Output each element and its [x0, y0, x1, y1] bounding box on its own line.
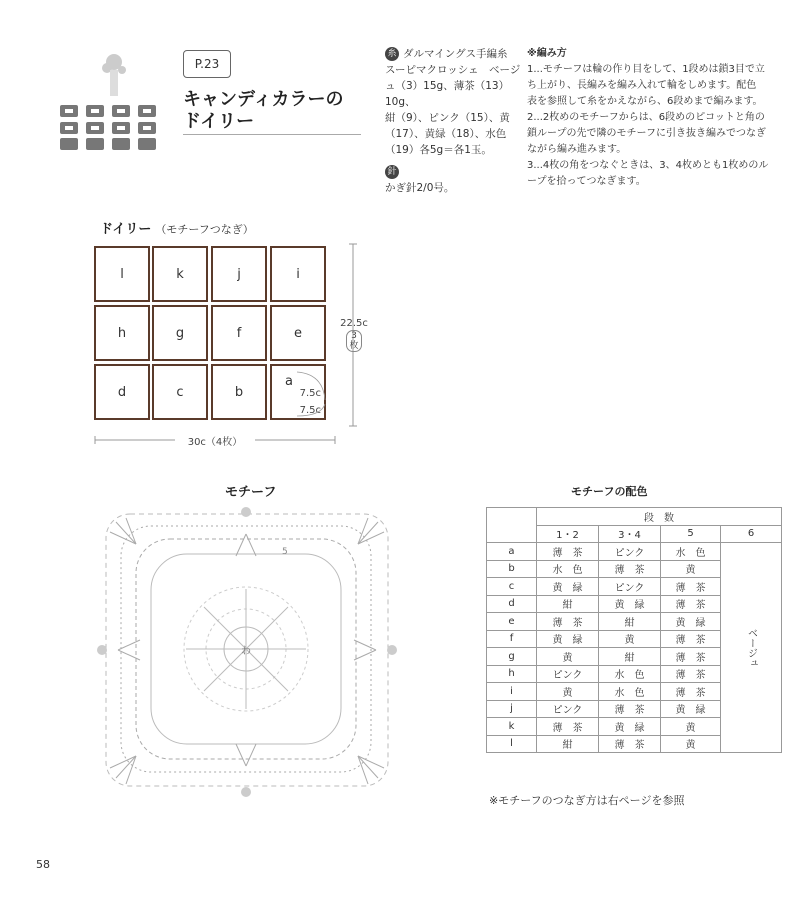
color-cell: 黄 [537, 683, 599, 701]
table-row [487, 543, 782, 561]
needle-text: かぎ針2/0号。 [385, 182, 455, 194]
color-cell: 黄 [661, 560, 721, 578]
motif-cell: e [270, 305, 326, 361]
color-cell: 水 色 [537, 560, 599, 578]
instruction-line: 1...モチーフは輪の作り目をして、1段めは鎖3目で立 [527, 64, 765, 75]
final-round-color: ベージュ [745, 627, 757, 668]
motif-id: g [487, 648, 537, 666]
pattern-title-line1: キャンディカラーの [183, 89, 344, 110]
color-cell: 薄 茶 [537, 613, 599, 631]
motif-id: f [487, 630, 537, 648]
instructions-block [527, 46, 777, 190]
color-cell: 黄 [661, 735, 721, 753]
color-cell: 黄 緑 [537, 630, 599, 648]
color-cell: 黄 緑 [599, 718, 661, 736]
color-cell: 薄 茶 [599, 735, 661, 753]
motif-cell: b [211, 364, 267, 420]
color-cell: 水 色 [599, 683, 661, 701]
color-cell: 紺 [537, 595, 599, 613]
motif-cell: d [94, 364, 150, 420]
color-cell: ピンク [537, 700, 599, 718]
motif-cell: j [211, 246, 267, 302]
doily-subheading: （モチーフつなぎ） [155, 223, 254, 236]
instruction-line: 表を参照して糸をかえながら、6段めまで編みます。 [527, 96, 763, 107]
height-unit: 枚 [349, 341, 359, 351]
instruction-line: 2...2枚めのモチーフからは、6段めのピコットと角の [527, 112, 765, 123]
motif-id: b [487, 560, 537, 578]
instructions-heading: ※編み方 [527, 48, 567, 59]
motif-cell-label: a [285, 374, 293, 389]
color-scheme-table [486, 507, 782, 753]
color-cell: 薄 茶 [599, 560, 661, 578]
needle-tag: 針 [385, 165, 399, 179]
color-cell: 紺 [537, 735, 599, 753]
joining-note: ※モチーフのつなぎ方は右ページを参照 [489, 794, 685, 807]
motif-cell: l [94, 246, 150, 302]
color-cell: 薄 茶 [661, 595, 721, 613]
center-ring-label: わ [241, 646, 251, 657]
yarn-line: （17）、黄緑（18）、水色 [385, 128, 507, 140]
yarn-line: スーピマクロッシェ ベージ [385, 64, 521, 76]
color-cell: 薄 茶 [537, 718, 599, 736]
column-header: 3・4 [599, 525, 661, 543]
height-count: 3 [351, 331, 357, 341]
instruction-line: 3...4枚の角をつなぐときは、3、4枚めとも1枚めのル [527, 160, 769, 171]
color-cell: 黄 緑 [599, 595, 661, 613]
color-cell: 薄 茶 [537, 543, 599, 561]
width-dimension-label: 30c（4枚） [175, 433, 255, 448]
crochet-motif-chart [96, 504, 406, 804]
motif-cell: f [211, 305, 267, 361]
color-cell: 薄 茶 [661, 648, 721, 666]
yarn-line: ダルマイングス手編糸 [403, 48, 508, 60]
materials-block [385, 46, 525, 196]
column-header: 1・2 [537, 525, 599, 543]
yarn-line: ュ（3）15g、薄茶（13）10g、 [385, 80, 510, 108]
motif-id: d [487, 595, 537, 613]
motif-cell: k [152, 246, 208, 302]
motif-cell: i [270, 246, 326, 302]
motif-heading: モチーフ [225, 485, 277, 500]
color-cell: 黄 緑 [661, 613, 721, 631]
motif-id: l [487, 735, 537, 753]
color-cell: ピンク [599, 578, 661, 596]
color-cell: 黄 緑 [537, 578, 599, 596]
motif-id: i [487, 683, 537, 701]
color-cell: 水 色 [661, 543, 721, 561]
color-cell: 水 色 [599, 665, 661, 683]
instruction-line: ながら編み進みます。 [527, 144, 627, 155]
motif-cell: h [94, 305, 150, 361]
yarn-tag: 糸 [385, 47, 399, 61]
color-cell: 薄 茶 [661, 578, 721, 596]
motif-id: a [487, 543, 537, 561]
color-cell: 薄 茶 [661, 665, 721, 683]
color-cell: ピンク [537, 665, 599, 683]
height-label: 22.5c [340, 318, 368, 329]
dimension-lines [85, 240, 375, 450]
color-cell: 黄 [599, 630, 661, 648]
column-header: 6 [721, 525, 782, 543]
round-label: 5 [282, 547, 288, 557]
instruction-line: ープを拾ってつなぎます。 [527, 176, 646, 187]
instruction-line: ち上がり、長編みを編み入れて輪をしめます。配色 [527, 80, 757, 91]
motif-height-dim: 7.5c [299, 388, 321, 399]
motif-cell: g [152, 305, 208, 361]
color-cell: 薄 茶 [661, 683, 721, 701]
motif-id: c [487, 578, 537, 596]
instruction-line: 鎖ループの先で隣のモチーフに引き抜き編みでつなぎ [527, 128, 766, 139]
title-divider [183, 134, 361, 135]
pattern-title-line2: ドイリー [183, 111, 255, 132]
column-header: 5 [661, 525, 721, 543]
doily-heading-row [100, 218, 254, 237]
color-cell: 紺 [599, 613, 661, 631]
motif-width-dim: 7.5c [299, 405, 321, 416]
rounds-header: 段 数 [537, 508, 782, 526]
yarn-line: （19）各5g＝各1玉。 [385, 144, 492, 156]
color-cell: 黄 緑 [661, 700, 721, 718]
color-table-heading: モチーフの配色 [571, 485, 648, 498]
color-cell: 黄 [537, 648, 599, 666]
page-reference-badge: P.23 [183, 50, 231, 78]
yarn-line: 紺（9）、ピンク（15）、黄 [385, 112, 510, 124]
color-cell: 紺 [599, 648, 661, 666]
color-cell: 薄 茶 [599, 700, 661, 718]
color-cell: 黄 [661, 718, 721, 736]
height-dimension [339, 318, 369, 352]
color-cell: 薄 茶 [661, 630, 721, 648]
pattern-title [183, 89, 383, 133]
page-number: 58 [36, 858, 50, 871]
motif-id: e [487, 613, 537, 631]
motif-id: k [487, 718, 537, 736]
color-cell: ピンク [599, 543, 661, 561]
doily-thumbnail-illustration [52, 50, 170, 160]
motif-cell: c [152, 364, 208, 420]
motif-id: h [487, 665, 537, 683]
doily-heading: ドイリー [100, 222, 152, 237]
motif-id: j [487, 700, 537, 718]
